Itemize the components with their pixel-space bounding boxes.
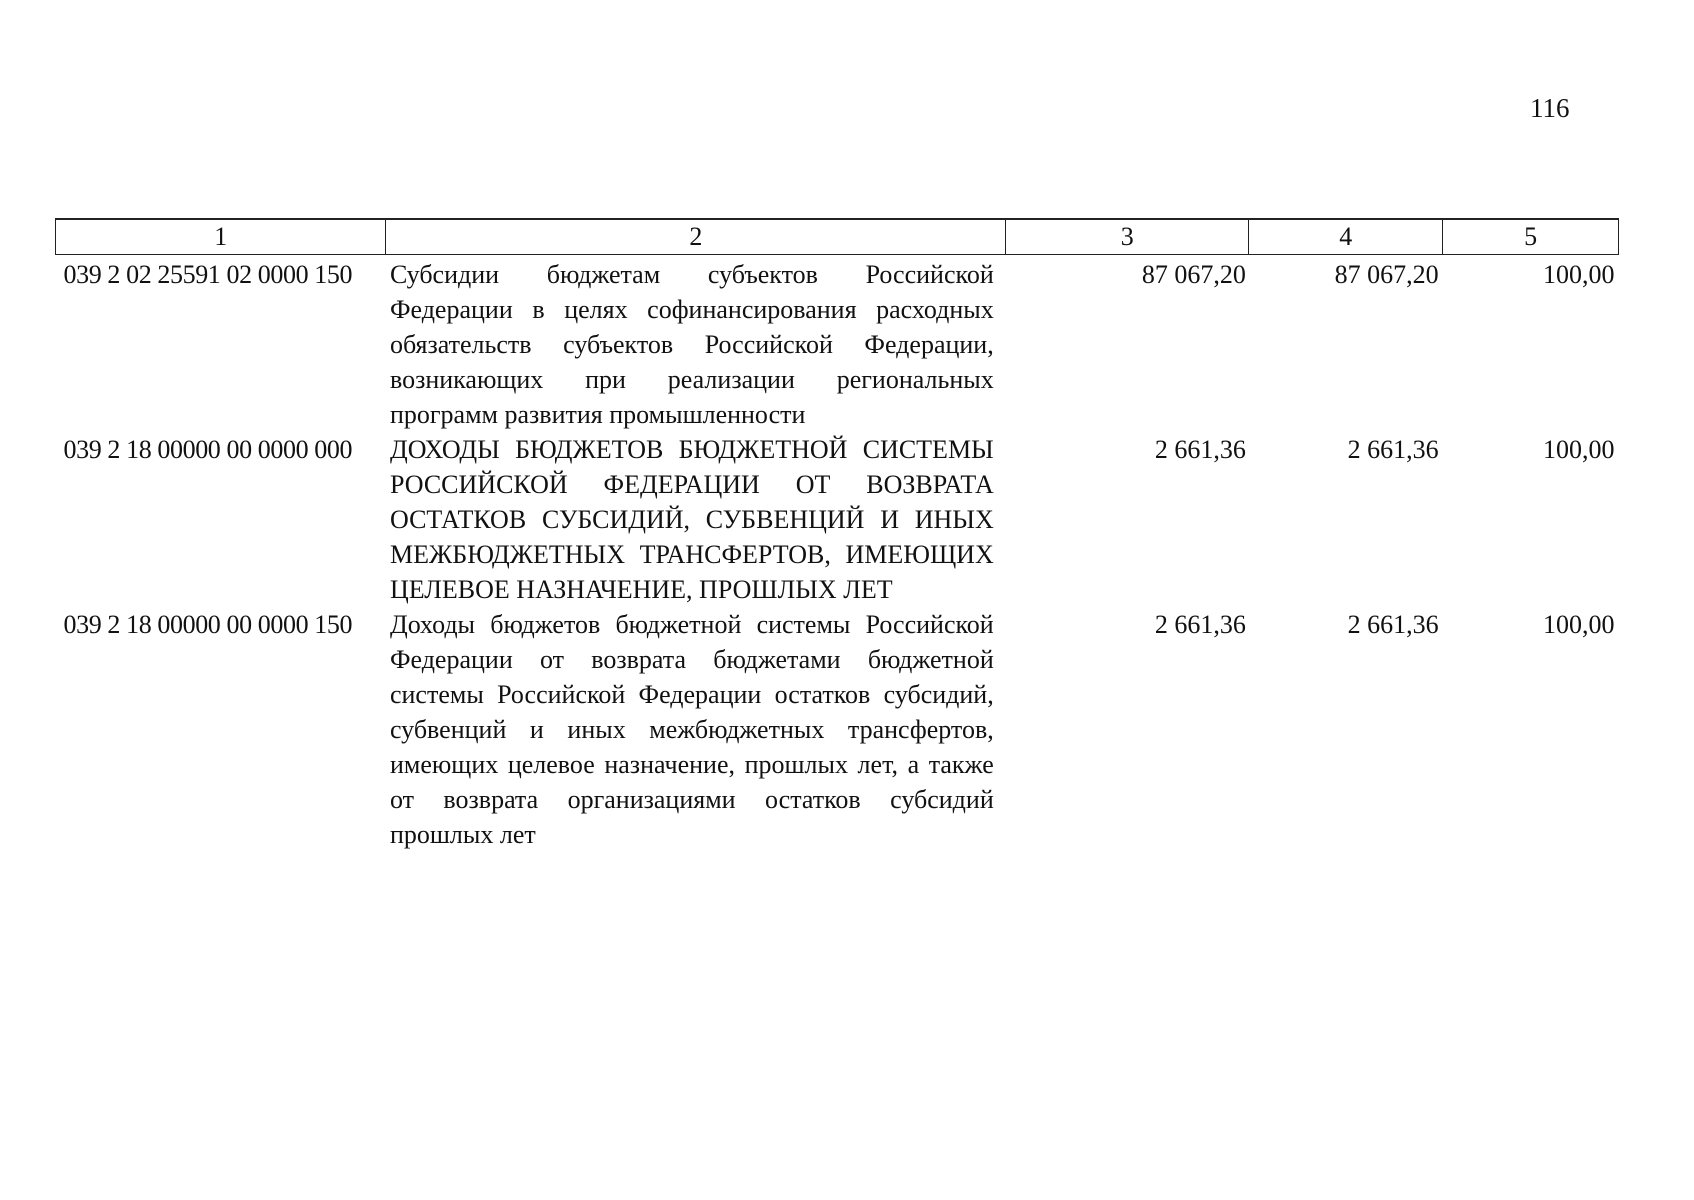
table-body xyxy=(56,255,1619,853)
header-col-1: 1 xyxy=(56,219,386,255)
header-col-2: 2 xyxy=(386,219,1006,255)
col4-value-cell: 2 661,36 xyxy=(1347,435,1439,464)
description-cell: ДОХОДЫ БЮДЖЕТОВ БЮДЖЕТНОЙ СИСТЕМЫ РОССИЙСКОЙ ФЕДЕРАЦИИ ОТ ВОЗВРАТА ОСТАТКОВ СУБСИДИЙ, СУБВЕНЦИЙ И ИНЫХ МЕЖБЮДЖЕТНЫХ ТРАНСФЕРТОВ, ИМЕЮЩИХ ЦЕЛЕВОЕ НАЗНАЧЕНИЕ, ПРОШЛЫХ ЛЕТ xyxy=(389,435,994,604)
table-header xyxy=(56,219,1619,255)
page-number: 116 xyxy=(1530,93,1570,123)
budget-code-cell: 039 2 18 00000 00 0000 000 xyxy=(63,435,353,464)
table-row xyxy=(56,432,1619,607)
budget-code-cell: 039 2 02 25591 02 0000 150 xyxy=(63,260,353,289)
header-col-4: 4 xyxy=(1249,219,1443,255)
description-cell: Субсидии бюджетам субъектов Российской Федерации в целях софинансирования расходных обязательств субъектов Российской Федерации, возникающих при реализации региональных программ развития промышленности xyxy=(389,260,994,429)
budget-code-cell: 039 2 18 00000 00 0000 150 xyxy=(63,610,353,639)
table-row xyxy=(56,607,1619,852)
col5-value-cell: 100,00 xyxy=(1543,435,1615,464)
description-cell: Доходы бюджетов бюджетной системы Российской Федерации от возврата бюджетами бюджетной системы Российской Федерации остатков субсидий, субвенций и иных межбюджетных трансфертов, имеющих целевое назначение, прошлых лет, а также от возврата организациями остатков субсидий прошлых лет xyxy=(389,610,994,849)
col5-value-cell: 100,00 xyxy=(1543,610,1615,639)
col3-value-cell: 2 661,36 xyxy=(1154,435,1246,464)
header-col-5: 5 xyxy=(1443,219,1619,255)
col5-value-cell: 100,00 xyxy=(1543,260,1615,289)
budget-table xyxy=(55,218,1619,852)
table-row xyxy=(56,255,1619,433)
col3-value-cell: 87 067,20 xyxy=(1141,260,1246,289)
col4-value-cell: 87 067,20 xyxy=(1334,260,1439,289)
col4-value-cell: 2 661,36 xyxy=(1347,610,1439,639)
header-row xyxy=(56,219,1619,255)
header-col-3: 3 xyxy=(1006,219,1249,255)
col3-value-cell: 2 661,36 xyxy=(1154,610,1246,639)
